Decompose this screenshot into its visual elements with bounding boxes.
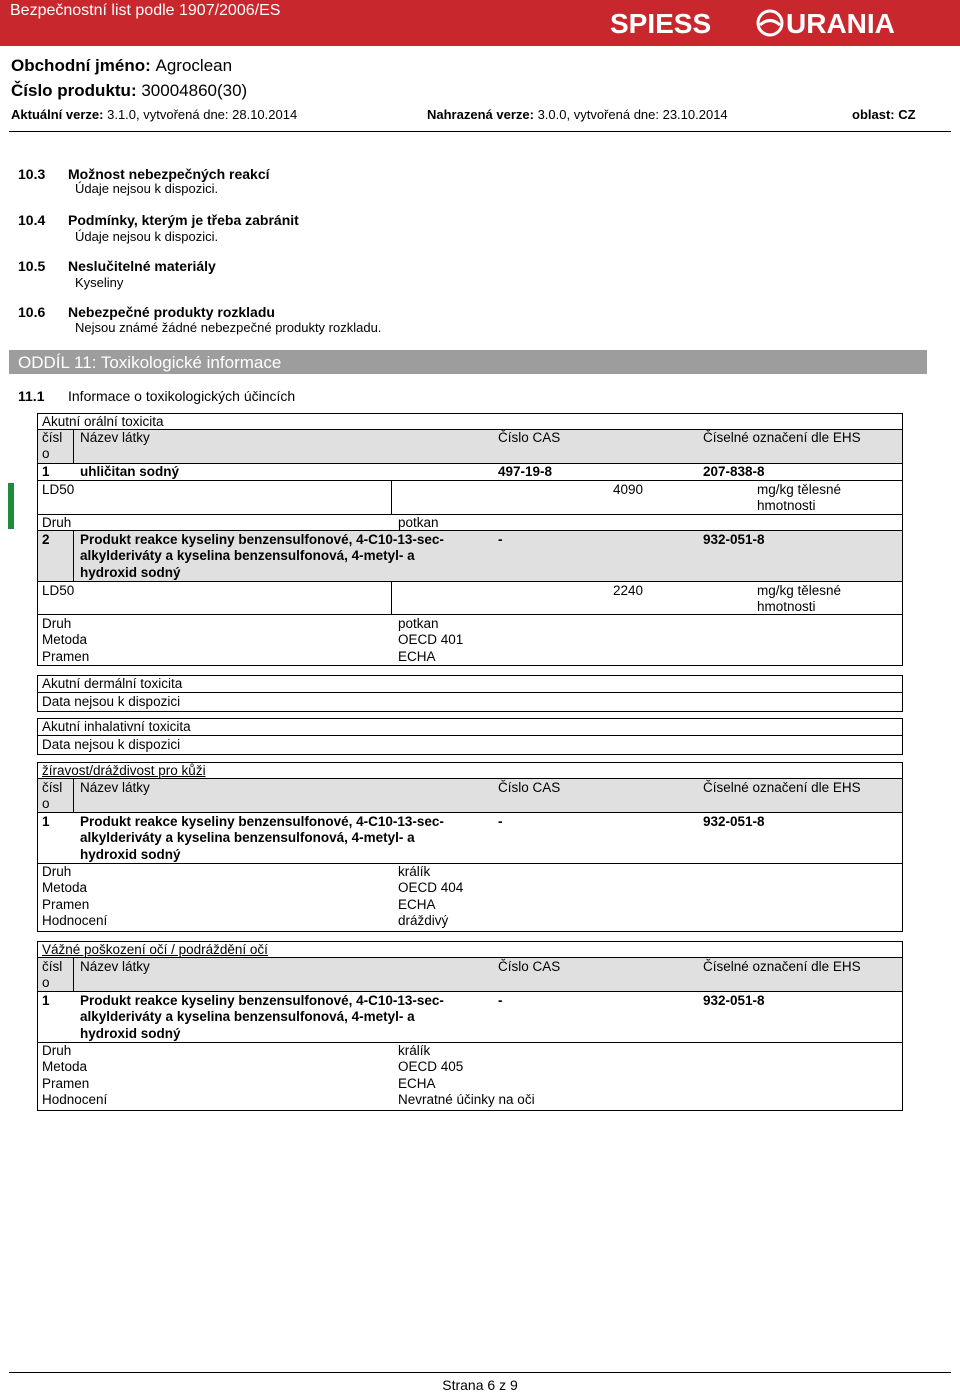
column-divider: [73, 779, 74, 812]
document-title: Bezpečnostní list podle 1907/2006/ES: [10, 2, 281, 19]
ld50-value: 2240: [613, 583, 644, 598]
col-cas: Číslo CAS: [498, 959, 561, 974]
row-divider: [38, 530, 902, 531]
column-divider: [73, 531, 74, 581]
substance-name-line: Produkt reakce kyseliny benzensulfonové, 4-C10-13-sec-: [80, 814, 444, 829]
area: [852, 107, 916, 123]
substance-no: 1: [42, 993, 50, 1008]
subsection-title: Informace o toxikologických účincích: [68, 388, 296, 404]
substance-ehs: 207-838-8: [703, 464, 765, 479]
code-value: 30004860(30): [141, 81, 248, 100]
evaluation-label: Hodnocení: [42, 913, 108, 928]
species-label: Druh: [42, 864, 72, 879]
product-label: Obchodní jméno:: [11, 56, 151, 75]
method-label: Metoda: [42, 880, 88, 895]
substance-no: 1: [42, 814, 50, 829]
skin-irritation-title: žíravost/dráždivost pro kůži: [42, 763, 206, 778]
section-title: Podmínky, kterým je třeba zabránit: [68, 212, 299, 228]
source-value: ECHA: [398, 897, 436, 912]
section-body: Nejsou známé žádné nebezpečné produkty rozkladu.: [75, 320, 382, 335]
replaced-version-label: Nahrazená verze:: [427, 107, 534, 122]
source-value: ECHA: [398, 649, 436, 664]
ld50-label: LD50: [42, 583, 75, 598]
substance-no: 1: [42, 464, 50, 479]
substance-name-line: alkylderiváty a kyselina benzensulfonová, 4-metyl- a: [80, 830, 415, 845]
column-divider: [73, 430, 74, 463]
current-version-label: Aktuální verze:: [11, 107, 104, 122]
species-value: potkan: [398, 515, 439, 530]
ld50-unit-2: hmotnosti: [757, 498, 816, 513]
section-title: Neslučitelné materiály: [68, 258, 216, 274]
ld50-value: 4090: [613, 482, 644, 497]
row-divider: [38, 812, 902, 813]
source-value: ECHA: [398, 1076, 436, 1091]
substance-name-line: Produkt reakce kyseliny benzensulfonové, 4-C10-13-sec-: [80, 532, 444, 547]
section-number: 10.5: [18, 258, 46, 274]
product-code: [11, 81, 247, 101]
col-name: Název látky: [80, 430, 150, 445]
section-title: Možnost nebezpečných reakcí: [68, 166, 270, 182]
species-value: králík: [398, 864, 431, 879]
section-number: 10.4: [18, 212, 46, 228]
oral-toxicity-title: Akutní orální toxicita: [42, 414, 164, 429]
species-value: potkan: [398, 616, 439, 631]
col-no-1: čísl: [42, 430, 63, 445]
species-label: Druh: [42, 1043, 72, 1058]
substance-no: 2: [42, 532, 50, 547]
row-divider: [38, 991, 902, 992]
logo-left-text: SPIESS: [610, 8, 712, 38]
substance-name-line: hydroxid sodný: [80, 565, 181, 580]
method-label: Metoda: [42, 1059, 88, 1074]
page-number: Strana 6 z 9: [442, 1377, 518, 1393]
species-label: Druh: [42, 515, 72, 530]
method-value: OECD 404: [398, 880, 464, 895]
change-marker: [8, 483, 14, 529]
dermal-toxicity-title: Akutní dermální toxicita: [42, 676, 183, 691]
current-version-value: 3.1.0, vytvořená dne: 28.10.2014: [107, 107, 298, 122]
section-11-title: ODDÍL 11: Toxikologické informace: [18, 353, 282, 372]
substance-ehs: 932-051-8: [703, 993, 765, 1008]
col-no-2: o: [42, 796, 50, 811]
substance-ehs: 932-051-8: [703, 532, 765, 547]
section-body: Kyseliny: [75, 275, 124, 290]
col-ehs: Číselné označení dle EHS: [703, 959, 861, 974]
substance-name-line: hydroxid sodný: [80, 1026, 181, 1041]
ld50-unit-2: hmotnosti: [757, 599, 816, 614]
substance-name-line: Produkt reakce kyseliny benzensulfonové, 4-C10-13-sec-: [80, 993, 444, 1008]
col-ehs: Číselné označení dle EHS: [703, 780, 861, 795]
method-value: OECD 401: [398, 632, 464, 647]
method-value: OECD 405: [398, 1059, 464, 1074]
col-cas: Číslo CAS: [498, 430, 561, 445]
section-number: 10.6: [18, 304, 46, 320]
substance-cas: 497-19-8: [498, 464, 553, 479]
logo-right-text: URANIA: [786, 8, 895, 38]
col-no-2: o: [42, 446, 50, 461]
header-divider: [9, 131, 951, 132]
col-name: Název látky: [80, 959, 150, 974]
area-value: CZ: [898, 107, 916, 122]
replaced-version: [427, 107, 728, 123]
substance-name-line: hydroxid sodný: [80, 847, 181, 862]
column-divider: [391, 582, 392, 614]
substance-name-line: alkylderiváty a kyselina benzensulfonová, 4-metyl- a: [80, 548, 415, 563]
col-no-1: čísl: [42, 780, 63, 795]
substance-name-line: alkylderiváty a kyselina benzensulfonová, 4-metyl- a: [80, 1009, 415, 1024]
eye-damage-title: Vážné poškození očí / podráždění očí: [42, 942, 268, 957]
logo-swoosh-icon: [760, 21, 780, 26]
ld50-unit: mg/kg tělesné: [757, 482, 842, 497]
ld50-label: LD50: [42, 482, 75, 497]
column-divider: [391, 481, 392, 514]
product-value: Agroclean: [155, 56, 233, 75]
species-value: králík: [398, 1043, 431, 1058]
section-body: Údaje nejsou k dispozici.: [75, 229, 219, 244]
col-ehs: Číselné označení dle EHS: [703, 430, 861, 445]
section-number: 10.3: [18, 166, 46, 182]
replaced-version-value: 3.0.0, vytvořená dne: 23.10.2014: [537, 107, 728, 122]
col-name: Název látky: [80, 780, 150, 795]
col-no-2: o: [42, 975, 50, 990]
code-label: Číslo produktu:: [11, 81, 137, 100]
evaluation-value: Nevratné účinky na oči: [398, 1092, 535, 1107]
product-name: [11, 56, 232, 76]
source-label: Pramen: [42, 649, 90, 664]
substance-name: uhličitan sodný: [80, 464, 180, 479]
company-logo: [610, 8, 925, 38]
footer-divider: [9, 1372, 951, 1373]
inhalative-toxicity-text: Data nejsou k dispozici: [42, 737, 181, 752]
substance-cas: -: [498, 993, 503, 1008]
ld50-unit: mg/kg tělesné: [757, 583, 842, 598]
species-label: Druh: [42, 616, 72, 631]
dermal-toxicity-text: Data nejsou k dispozici: [42, 694, 181, 709]
substance-cas: -: [498, 532, 503, 547]
column-divider: [73, 958, 74, 991]
substance-ehs: 932-051-8: [703, 814, 765, 829]
subsection-number: 11.1: [18, 388, 45, 404]
substance-cas: -: [498, 814, 503, 829]
inhalative-toxicity-title: Akutní inhalativní toxicita: [42, 719, 191, 734]
evaluation-value: dráždivý: [398, 913, 449, 928]
col-no-1: čísl: [42, 959, 63, 974]
area-label: oblast:: [852, 107, 895, 122]
col-cas: Číslo CAS: [498, 780, 561, 795]
source-label: Pramen: [42, 1076, 90, 1091]
source-label: Pramen: [42, 897, 90, 912]
method-label: Metoda: [42, 632, 88, 647]
evaluation-label: Hodnocení: [42, 1092, 108, 1107]
current-version: [11, 107, 297, 123]
section-title: Nebezpečné produkty rozkladu: [68, 304, 275, 320]
section-body: Údaje nejsou k dispozici.: [75, 181, 219, 196]
